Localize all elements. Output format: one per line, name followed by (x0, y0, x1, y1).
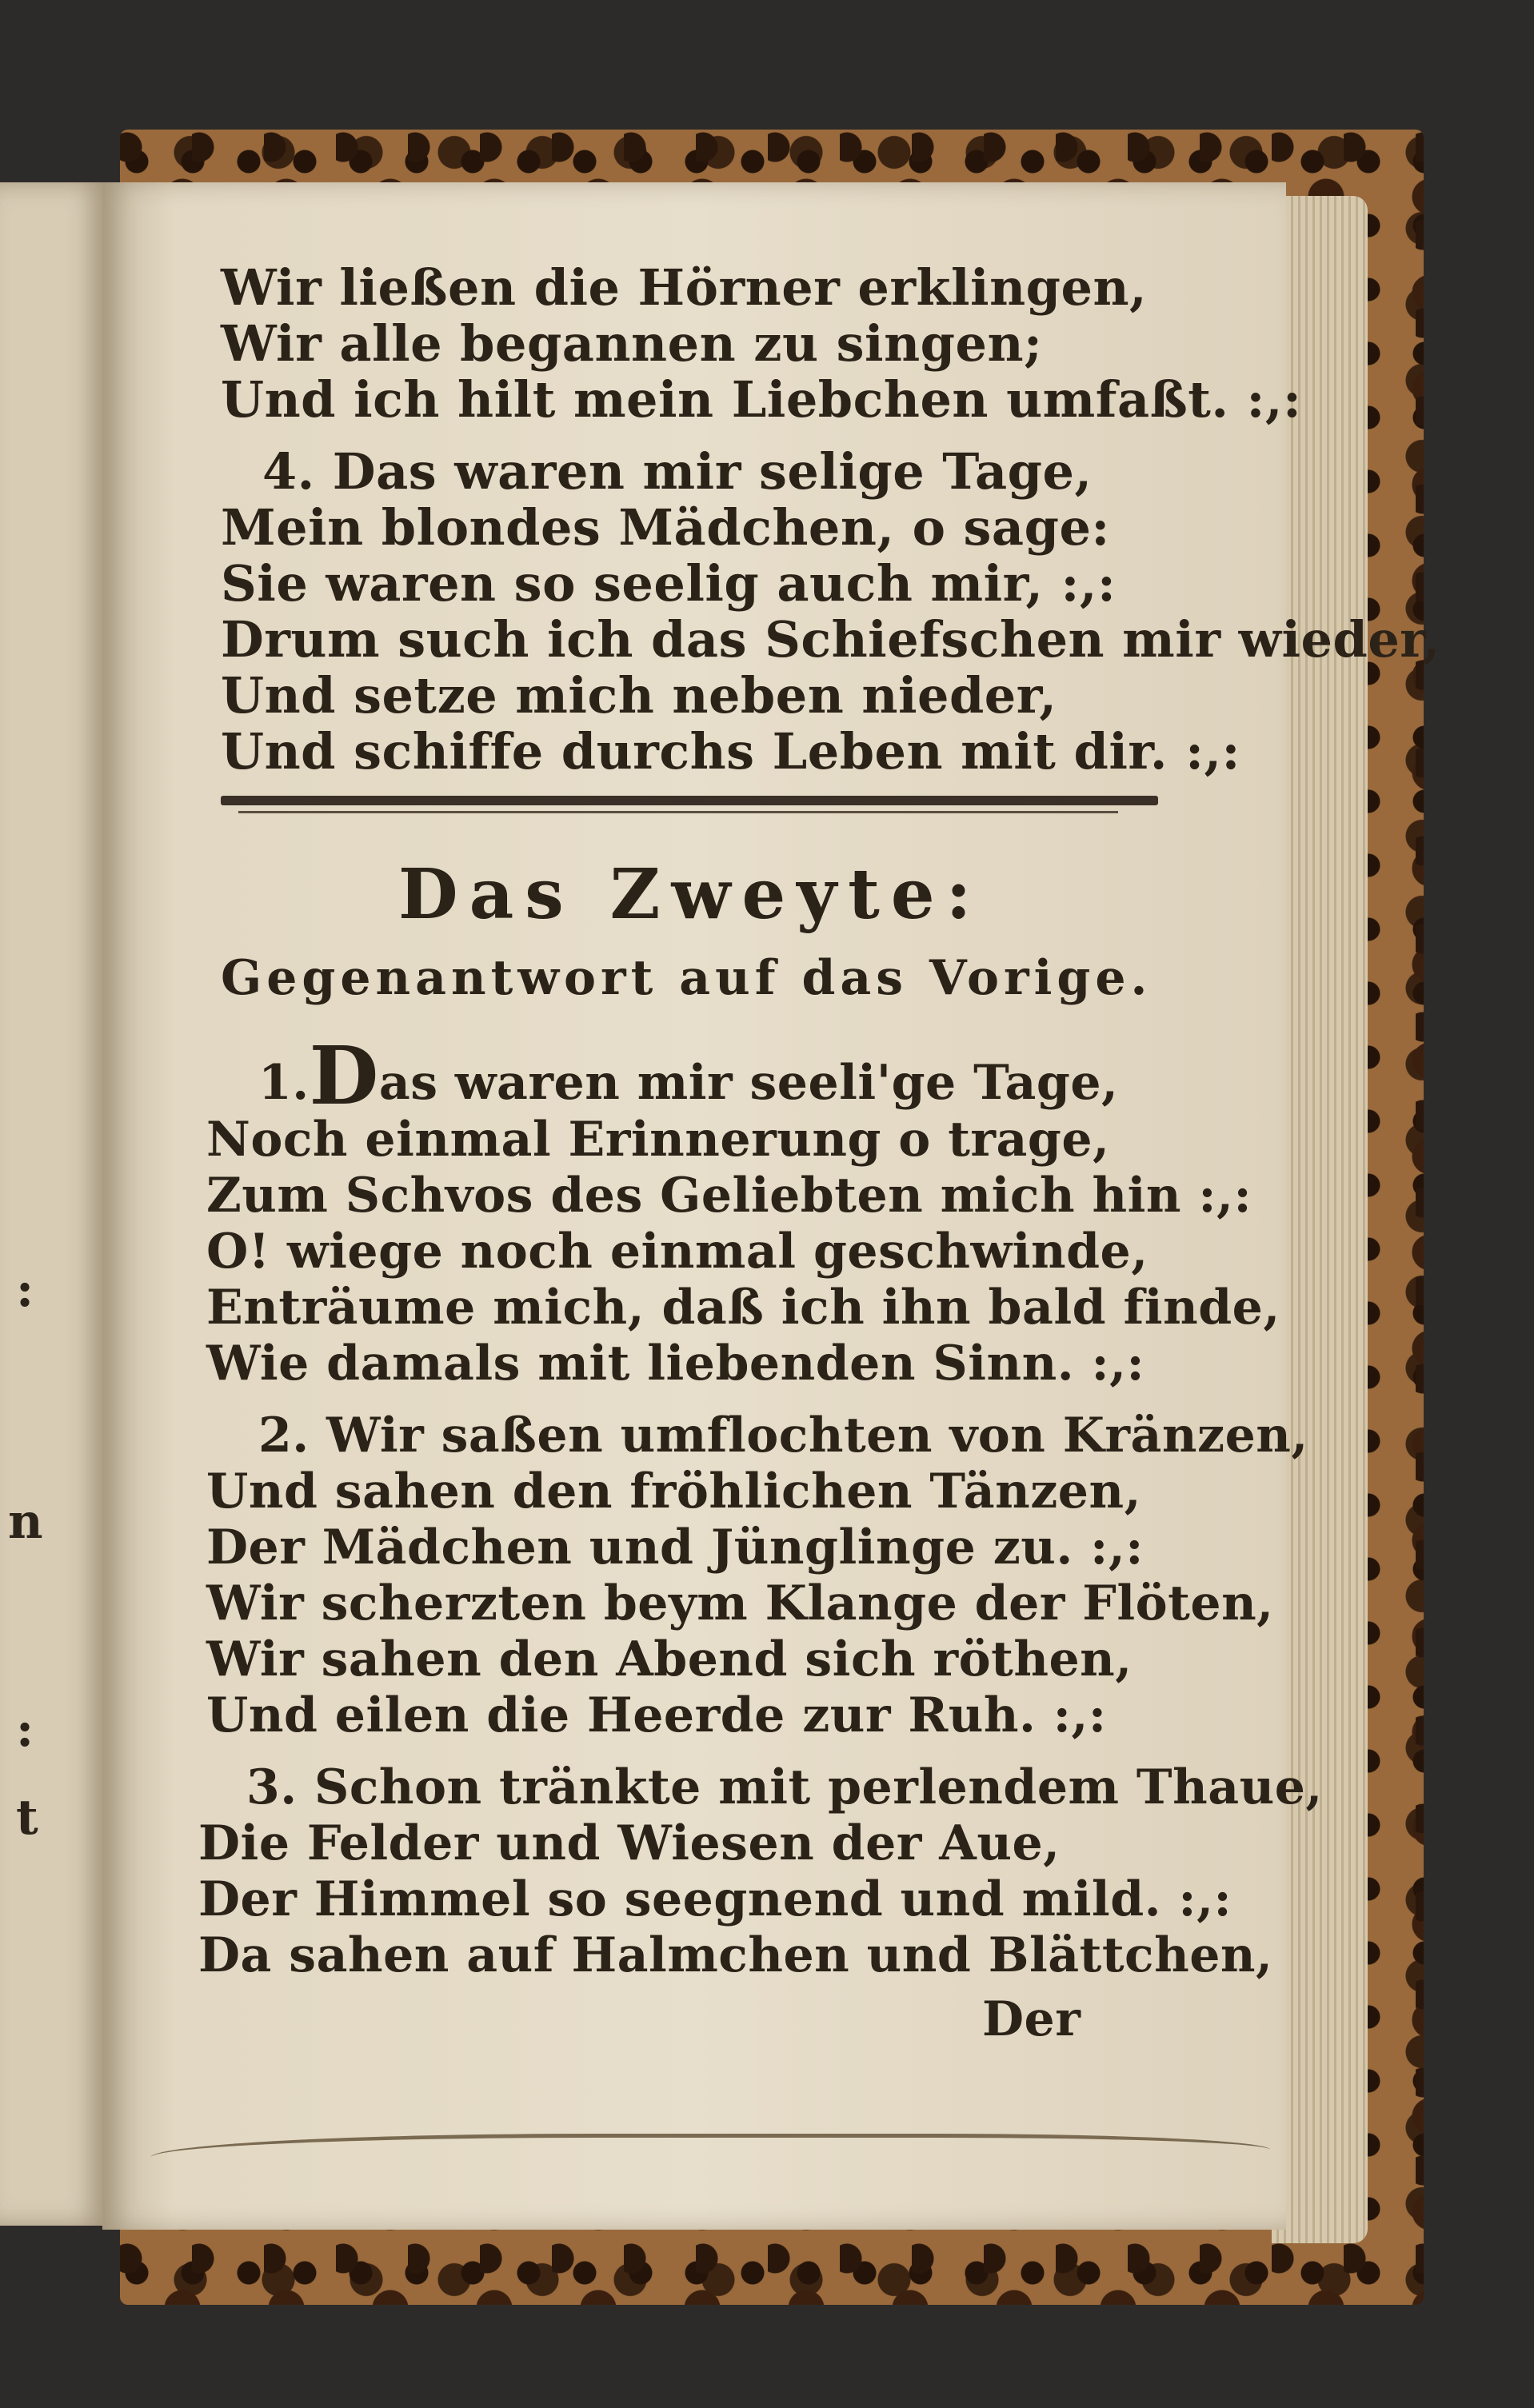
verse-line: Wir scherzten beym Klange der Flöten, (206, 1575, 1274, 1631)
verse-line-rest: as waren mir seeli'ge Tage, (378, 1055, 1119, 1111)
verse-line: Wir sahen den Abend sich röthen, (206, 1631, 1133, 1687)
verse-line: Die Felder und Wiesen der Aue, (198, 1815, 1061, 1871)
section-heading: Das Zweyte: (398, 854, 983, 935)
verse-line: 3. Schon tränkte mit perlendem Thaue, (246, 1759, 1323, 1815)
verse-line: 2. Wir saßen umflochten von Kränzen, (258, 1408, 1308, 1464)
poem-line: Wir alle begannen zu singen; (221, 314, 1043, 373)
verse-line: Noch einmal Erinnerung o trage, (206, 1112, 1110, 1168)
left-page-mark: : (16, 1702, 34, 1758)
left-page (0, 182, 113, 2226)
verse-line: Und eilen die Heerde zur Ruh. :,: (206, 1687, 1107, 1743)
poem-line: Wir ließen die Hörner erklingen, (221, 258, 1148, 317)
drop-cap: D (309, 1028, 379, 1123)
torn-page-edge (150, 2134, 1270, 2186)
verse-line: Enträume mich, daß ich ihn bald finde, (206, 1280, 1280, 1336)
verse-line: Der Himmel so seegnend und mild. :,: (198, 1871, 1232, 1927)
poem-line: 4. Das waren mir selige Tage, (262, 442, 1093, 501)
verse-line: O! wiege noch einmal geschwinde, (206, 1224, 1149, 1280)
verse-number: 1. (258, 1055, 310, 1111)
catchword: Der (982, 1991, 1081, 2047)
verse-line: Zum Schvos des Geliebten mich hin :,: (206, 1168, 1252, 1224)
verse-line: Da sahen auf Halmchen und Blättchen, (198, 1927, 1273, 1983)
section-divider (221, 796, 1158, 805)
section-divider-thin (238, 811, 1118, 813)
verse-first-line (258, 1028, 1119, 1123)
poem-line: Und schiffe durchs Leben mit dir. :,: (221, 722, 1240, 781)
left-page-mark: n (8, 1494, 43, 1550)
left-page-mark: : (16, 1262, 34, 1318)
poem-line: Und ich hilt mein Liebchen umfaßt. :,: (221, 370, 1302, 429)
right-page (102, 182, 1440, 2230)
section-subheading: Gegenantwort auf das Vorige. (221, 950, 1152, 1006)
verse-line: Wie damals mit liebenden Sinn. :,: (206, 1336, 1145, 1392)
verse-line: Der Mädchen und Jünglinge zu. :,: (206, 1519, 1144, 1575)
poem-line: Und setze mich neben nieder, (221, 666, 1057, 725)
verse-line: Und sahen den fröhlichen Tänzen, (206, 1464, 1141, 1519)
page-edges (1272, 196, 1368, 2243)
left-page-mark: t (16, 1790, 38, 1846)
poem-line: Mein blondes Mädchen, o sage: (221, 498, 1110, 557)
poem-line: Sie waren so seelig auch mir, :,: (221, 554, 1117, 613)
poem-line: Drum such ich das Schiefschen mir wieder, (221, 610, 1440, 669)
